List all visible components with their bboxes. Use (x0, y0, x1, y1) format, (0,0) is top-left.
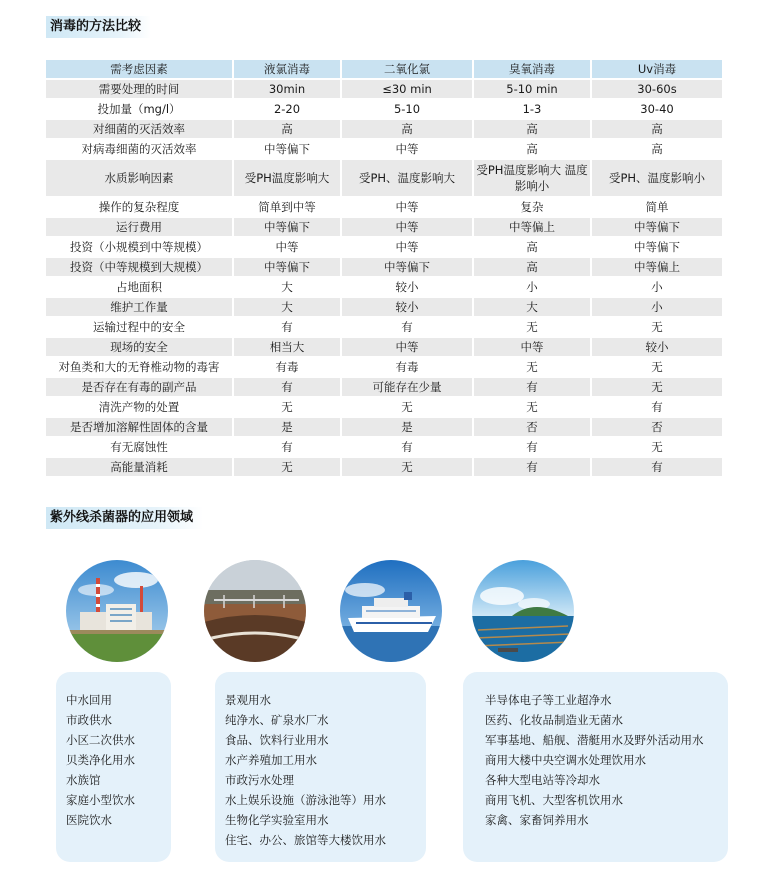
row-factor-label: 维护工作量 (46, 298, 234, 316)
row-factor-label: 需要处理的时间 (46, 80, 234, 98)
table-row (46, 438, 722, 456)
list-item: 水产养殖加工用水 (225, 753, 317, 767)
disinfection-comparison-table (46, 58, 722, 478)
table-cell: 大 (234, 298, 342, 316)
list-item: 商用大楼中央空调水处理饮用水 (485, 753, 646, 767)
list-item: 半导体电子等工业超净水 (485, 693, 612, 707)
list-item: 中水回用 (66, 693, 112, 707)
list-item: 商用飞机、大型客机饮用水 (485, 793, 623, 807)
row-factor-label: 投资（中等规模到大规模） (46, 258, 234, 276)
list-item: 景观用水 (225, 693, 271, 707)
row-factor-label: 运行费用 (46, 218, 234, 236)
row-factor-label: 投资（小规模到中等规模） (46, 238, 234, 256)
row-factor-label: 对鱼类和大的无脊椎动物的毒害 (46, 358, 234, 376)
table-cell: 高 (592, 120, 722, 138)
row-factor-label: 占地面积 (46, 278, 234, 296)
table-cell: 无 (474, 318, 592, 336)
table-cell: 较小 (342, 298, 474, 316)
row-factor-label: 对病毒细菌的灭活效率 (46, 140, 234, 158)
table-cell: 无 (592, 378, 722, 396)
table-cell: 小 (592, 278, 722, 296)
list-item: 市政供水 (66, 713, 112, 727)
table-cell: 否 (474, 418, 592, 436)
table-row (46, 160, 722, 196)
row-factor-label: 运输过程中的安全 (46, 318, 234, 336)
table-cell: 中等 (342, 218, 474, 236)
table-cell: 中等偏下 (234, 140, 342, 158)
table-cell: 复杂 (474, 198, 592, 216)
row-factor-label: 操作的复杂程度 (46, 198, 234, 216)
column-header: Uv消毒 (592, 60, 722, 78)
table-cell: 高 (474, 238, 592, 256)
table-cell: 有 (234, 318, 342, 336)
table-cell: 有 (234, 438, 342, 456)
table-cell: 中等 (474, 338, 592, 356)
table-cell: 中等偏下 (234, 218, 342, 236)
table-cell: 无 (474, 398, 592, 416)
table-row (46, 80, 722, 98)
table-cell: 中等 (342, 238, 474, 256)
list-item: 食品、饮料行业用水 (225, 733, 329, 747)
table-cell: 高 (474, 140, 592, 158)
table-cell: 受PH、温度影响小 (592, 160, 722, 196)
table-row (46, 278, 722, 296)
list-item: 家庭小型饮水 (66, 793, 135, 807)
table-cell: 有 (474, 438, 592, 456)
table-cell: 有 (342, 318, 474, 336)
table-row (46, 398, 722, 416)
table-cell: 无 (342, 458, 474, 476)
table-cell: 是 (342, 418, 474, 436)
row-factor-label: 是否存在有毒的副产品 (46, 378, 234, 396)
table-cell: 中等 (342, 338, 474, 356)
table-row (46, 238, 722, 256)
table-cell: 有 (342, 438, 474, 456)
table-cell: 30-40 (592, 100, 722, 118)
table-row (46, 258, 722, 276)
table-cell: 无 (592, 438, 722, 456)
table-cell: 无 (342, 398, 474, 416)
table-cell: 中等偏下 (592, 238, 722, 256)
table-header-row (46, 60, 722, 78)
table-cell: 有 (474, 378, 592, 396)
table-cell: 中等偏下 (234, 258, 342, 276)
table-cell: 相当大 (234, 338, 342, 356)
cruise-ship-photo (340, 560, 442, 662)
table-cell: 5-10 min (474, 80, 592, 98)
list-item: 水族馆 (66, 773, 101, 787)
table-cell: 无 (474, 358, 592, 376)
table-cell: 2-20 (234, 100, 342, 118)
table-cell: 小 (474, 278, 592, 296)
list-item: 医院饮水 (66, 813, 112, 827)
table-cell: 有 (592, 458, 722, 476)
table-cell: 较小 (592, 338, 722, 356)
table-row (46, 378, 722, 396)
table-cell: 无 (592, 358, 722, 376)
row-factor-label: 清洗产物的处置 (46, 398, 234, 416)
row-factor-label: 现场的安全 (46, 338, 234, 356)
table-cell: 高 (342, 120, 474, 138)
row-factor-label: 水质影响因素 (46, 160, 234, 196)
table-row (46, 338, 722, 356)
table-cell: 受PH温度影响大 温度影响小 (474, 160, 592, 196)
power-plant-photo (66, 560, 168, 662)
table-row (46, 298, 722, 316)
table-cell: 30-60s (592, 80, 722, 98)
table-cell: 无 (234, 398, 342, 416)
table-row (46, 358, 722, 376)
table-cell: 无 (234, 458, 342, 476)
list-item: 小区二次供水 (66, 733, 135, 747)
table-cell: 无 (592, 318, 722, 336)
list-item: 家禽、家畜饲养用水 (485, 813, 589, 827)
table-cell: 否 (592, 418, 722, 436)
list-item: 各种大型电站等冷却水 (485, 773, 600, 787)
table-cell: 有毒 (234, 358, 342, 376)
table-cell: 中等 (342, 198, 474, 216)
row-factor-label: 高能量消耗 (46, 458, 234, 476)
table-cell: ≤30 min (342, 80, 474, 98)
table-cell: 有毒 (342, 358, 474, 376)
table-cell: 中等偏上 (592, 258, 722, 276)
table-cell: 中等 (342, 140, 474, 158)
table-cell: 有 (234, 378, 342, 396)
table-row (46, 120, 722, 138)
column-header: 二氧化氯 (342, 60, 474, 78)
comparison-section-title: 消毒的方法比较 (46, 16, 151, 38)
list-item: 生物化学实验室用水 (225, 813, 329, 827)
table-cell: 高 (474, 120, 592, 138)
application-card-industry (215, 672, 426, 862)
table-cell: 有 (592, 398, 722, 416)
table-cell: 30min (234, 80, 342, 98)
table-cell: 中等偏上 (474, 218, 592, 236)
list-item: 军事基地、船舰、潜艇用水及野外活动用水 (485, 733, 704, 747)
column-header: 液氯消毒 (234, 60, 342, 78)
table-cell: 高 (474, 258, 592, 276)
table-cell: 较小 (342, 278, 474, 296)
table-cell: 受PH、温度影响大 (342, 160, 474, 196)
list-item: 纯净水、矿泉水厂水 (225, 713, 329, 727)
table-row (46, 218, 722, 236)
table-cell: 有 (474, 458, 592, 476)
table-cell: 简单 (592, 198, 722, 216)
table-cell: 简单到中等 (234, 198, 342, 216)
list-item: 贝类净化用水 (66, 753, 135, 767)
aquaculture-sea-photo (472, 560, 574, 662)
table-row (46, 140, 722, 158)
table-cell: 高 (234, 120, 342, 138)
column-header: 需考虑因素 (46, 60, 234, 78)
application-card-municipal (56, 672, 171, 862)
table-cell: 大 (234, 278, 342, 296)
table-row (46, 418, 722, 436)
application-card-special (463, 672, 728, 862)
water-treatment-pool-photo (204, 560, 306, 662)
list-item: 市政污水处理 (225, 773, 294, 787)
row-factor-label: 投加量（mg/l） (46, 100, 234, 118)
table-cell: 可能存在少量 (342, 378, 474, 396)
table-cell: 大 (474, 298, 592, 316)
table-cell: 中等偏下 (342, 258, 474, 276)
table-cell: 小 (592, 298, 722, 316)
table-row (46, 318, 722, 336)
table-cell: 是 (234, 418, 342, 436)
table-cell: 1-3 (474, 100, 592, 118)
table-cell: 中等偏下 (592, 218, 722, 236)
column-header: 臭氧消毒 (474, 60, 592, 78)
table-cell: 受PH温度影响大 (234, 160, 342, 196)
table-row (46, 100, 722, 118)
application-section-title: 紫外线杀菌器的应用领域 (46, 507, 203, 529)
row-factor-label: 是否增加溶解性固体的含量 (46, 418, 234, 436)
list-item: 住宅、办公、旅馆等大楼饮用水 (225, 833, 386, 847)
row-factor-label: 对细菌的灭活效率 (46, 120, 234, 138)
table-cell: 高 (592, 140, 722, 158)
row-factor-label: 有无腐蚀性 (46, 438, 234, 456)
table-cell: 5-10 (342, 100, 474, 118)
list-item: 水上娱乐设施（游泳池等）用水 (225, 793, 386, 807)
table-cell: 中等 (234, 238, 342, 256)
list-item: 医药、化妆品制造业无菌水 (485, 713, 623, 727)
table-row (46, 458, 722, 476)
table-row (46, 198, 722, 216)
